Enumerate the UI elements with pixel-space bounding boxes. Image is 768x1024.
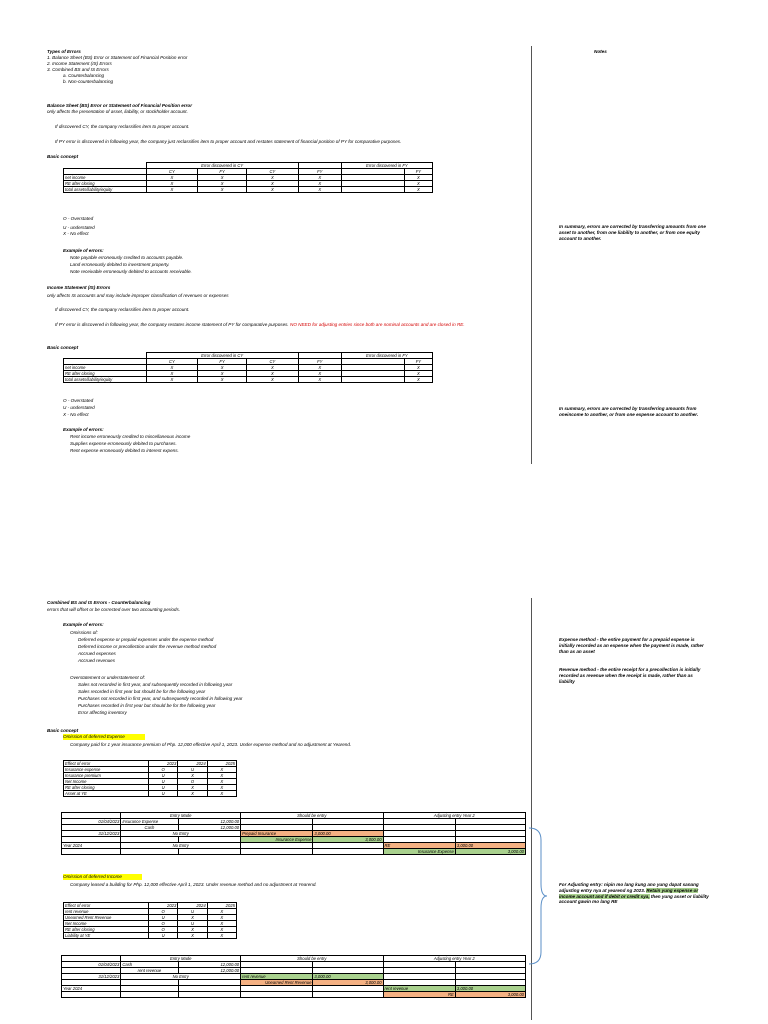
bs-subtitle: only affects the presentation of asset, liability, or stockholder account.	[47, 109, 188, 114]
types-item: 3. Combined BS and IS Errors	[47, 67, 109, 72]
bs-col: FY	[198, 169, 247, 175]
is-col: FY	[198, 359, 247, 365]
is-th-fy: Error discovered in FY	[341, 353, 432, 359]
types-item: 2. Income Statement (IS) Errors	[47, 61, 112, 66]
ex1-label: Omission of deferred Expense	[63, 734, 145, 740]
over-item: Purchases recorded in first year but should be for the following year	[78, 703, 216, 708]
bs-col: FY	[298, 169, 341, 175]
types-title: Types of Errors	[47, 49, 81, 54]
omission-item: Deferred expense or prepaid expenses under the expense method	[78, 637, 214, 642]
table-row: total assets/liability/equity X X X X X	[64, 187, 433, 193]
types-item: b. Non-counterbalancing	[63, 79, 114, 84]
bs-col: CY	[247, 169, 299, 175]
is-example: Rent expense erroneously debited to interest expens.	[70, 448, 179, 453]
table-row: Insurance expense O U X	[64, 767, 237, 773]
ex2-desc: Company leased a building for Php. 12,000 effective April 1, 2023. Under revenue method and no adjustment at Yearend.	[70, 882, 317, 887]
bs-col: FY	[404, 169, 432, 175]
combined-title: Combined BS and IS Errors - Counterbalancing	[47, 600, 151, 605]
omissions-title: Omissions of:	[70, 630, 98, 635]
bs-p1: If discovered CY, the company reclassifies item to proper account.	[55, 124, 190, 129]
is-subtitle: only affects IS accounts and may include improper classification of revenues or expenses	[47, 293, 229, 298]
table-row: rent revenue O U X	[64, 909, 237, 915]
bs-concept-table	[63, 162, 433, 193]
table-row: total assets/liability/equity X X X X X	[64, 377, 433, 383]
table-row: RE after closing O X X	[64, 927, 237, 933]
ex1-journal-table: Entry Made Should be entry Adjusting entry Year 2 01/04/2023 Insurance Expense 12,000.00 Cash 12,000.00 31/12/2023 No Entry Prepaid Insurance 3,000.00 Insurance Expense 3,000.00 Year 2024 No Entry RE 3,000.00 Insurance Expense 3,000.00	[63, 813, 524, 854]
table-row: RE after closing U X X	[64, 785, 237, 791]
over-item: Sales recorded in first year but should be for the following year	[78, 689, 206, 694]
is-basic-concept: Basic concept	[47, 345, 79, 350]
ex1-effect-table: Effect of error 2023 2024 2025 Insurance expense O U X Insurance premium U X X Net Income U O X RE after closing U X X Asset at YE U X X	[65, 761, 235, 796]
is-col: CY	[247, 359, 299, 365]
is-p2-text: If PY error is discovered in following year, the company restates income statement of PY for comparative purposes.	[55, 322, 289, 327]
bs-col: CY	[146, 169, 198, 175]
bs-example: Land erroneously debited to investment property.	[70, 262, 170, 267]
bs-examples-title: Example of errors:	[63, 248, 104, 253]
table-row: Unearned Rent Revenue U X X	[64, 915, 237, 921]
bs-title: Balance Sheet (BS) Error or Statement oof Financial Position error	[47, 103, 192, 108]
is-legend: U - understated	[63, 405, 95, 410]
combined-examples-title: Example of errors:	[63, 622, 104, 627]
is-p2	[55, 322, 525, 328]
types-item: 1. Balance Sheet (BS) Error or Statement oof Financial Position error	[47, 55, 188, 60]
column-divider-top	[531, 46, 532, 464]
bs-basic-concept: Basic concept	[47, 154, 79, 159]
bracket-shape	[527, 826, 549, 966]
note-revenue-method: Revenue method - the entire receipt for a precollection is initially recorded as revenue when the receipt is made, rather than as liability	[559, 667, 701, 684]
ex2-journal-table: Entry Made Should be entry Adjusting entry Year 2 01/04/2023 Cash 12,000.00 rent revenue 12,000.00 31/12/2023 No Entry rent revenue 3,000.00 Unearned Rent Revenue 3,000.00 Year 2024 rent revenue 3,000.00 RE 3,000.00	[63, 956, 524, 997]
table-row: Net Income O U X	[64, 921, 237, 927]
is-note: In summary, errors are corrected by transferring amounts from oneincome to another, or from one expense account to another.	[559, 406, 699, 417]
is-p1: If discovered CY, the company reclassifies item to proper account.	[55, 307, 190, 312]
note-adjusting-entry: For Adjusting entry: nipin mo lang kung ano yung dapat sanang adjusting entry nya at yearend ng 2023. Retain yung expense or income account and if debit or credit sya, then yung asset or liability account gawin mo lang RE	[559, 882, 709, 905]
is-col: CY	[146, 359, 198, 365]
is-p2-red: NO NEED for adjusting entries since both are nominal accounts and are closed in RE.	[290, 322, 465, 327]
is-col: FY	[298, 359, 341, 365]
ex2-label: Omission of deferred Income	[63, 874, 142, 880]
bs-th-cy: Error discovered in CY	[146, 163, 298, 169]
is-legend: X - No effect	[63, 412, 89, 417]
combined-subtitle: errors that will offset or be corrected over two accounting periods.	[47, 607, 181, 612]
bs-note: In summary, errors are corrected by transferring amounts from one asset to another, from one liability to another, or from one equity account to another.	[559, 224, 706, 241]
ex2-effect-table: Effect of error 2023 2024 2025 rent revenue O U X Unearned Rent Revenue U X X Net Income O U X RE after closing O X X Liability at YE U X X	[65, 903, 235, 938]
ex1-desc: Company paid for 1 year insurance premium of Php. 12,000 effective April 1, 2023. Under expense method and no adjustment at Yearend.	[70, 742, 352, 747]
table-row: net income X X X X X	[64, 365, 433, 371]
over-title: Overstatement or understatement of:	[70, 675, 146, 680]
over-item: Error affecting inventory	[78, 710, 127, 715]
over-item: Sales not recorded in first year, and subsequently recorded in following year	[78, 682, 233, 687]
is-th-cy: Error discovered in CY	[146, 353, 298, 359]
bs-legend: U - understated	[63, 225, 95, 230]
omission-item: Accrued revenues	[78, 658, 116, 663]
table-row: Net Income U O X	[64, 779, 237, 785]
is-title: Income Statement (IS) Errors	[47, 285, 111, 290]
is-concept-table	[63, 352, 433, 383]
bs-th-fy: Error discovered in FY	[341, 163, 432, 169]
omission-item: Deferred income or precollection under the revenue method method	[78, 644, 217, 649]
bs-example: Note payable erroneously credited to accounts payable.	[70, 255, 184, 260]
table-row: net income X X X X X	[64, 175, 433, 181]
table-row: RE after closing X X X X X	[64, 371, 433, 377]
table-row: Insurance premium U X X	[64, 773, 237, 779]
types-item: a. Counterbalancing	[63, 73, 105, 78]
table-row: RE after closing X X X X X	[64, 181, 433, 187]
is-col: FY	[404, 359, 432, 365]
is-examples-title: Example of errors:	[63, 427, 104, 432]
is-legend: O - Overstated	[63, 398, 94, 403]
bs-example: Note receivable erroneously debited to accounts receivable.	[70, 269, 192, 274]
bs-p2: If PY error is discovered in following year, the company just reclassifies item to proper account and restates statement of financial position of PY for comparative purposes.	[55, 139, 402, 144]
omission-item: Accrued expenses	[78, 651, 116, 656]
table-row: Asset at YE U X X	[64, 791, 237, 797]
over-item: Purchases not recorded in first year, and subsequently recorded in following year	[78, 696, 243, 701]
is-example: Rent income erroneously credited to miscellaneous income	[70, 434, 191, 439]
note-expense-method: Expense method - the entire payment for a prepaid expense is initially recorded as an expense when the payment is made, rather than as an asset	[559, 637, 704, 654]
bs-legend: X - No effect	[63, 231, 89, 236]
table-row: Liability at YE U X X	[64, 933, 237, 939]
is-example: Supplies expense erroneously debited to purchases.	[70, 441, 177, 446]
combined-basic-concept: Basic concept	[47, 728, 79, 733]
bs-legend: O - Overstated	[63, 216, 94, 221]
notes-header: Notes	[594, 49, 607, 54]
